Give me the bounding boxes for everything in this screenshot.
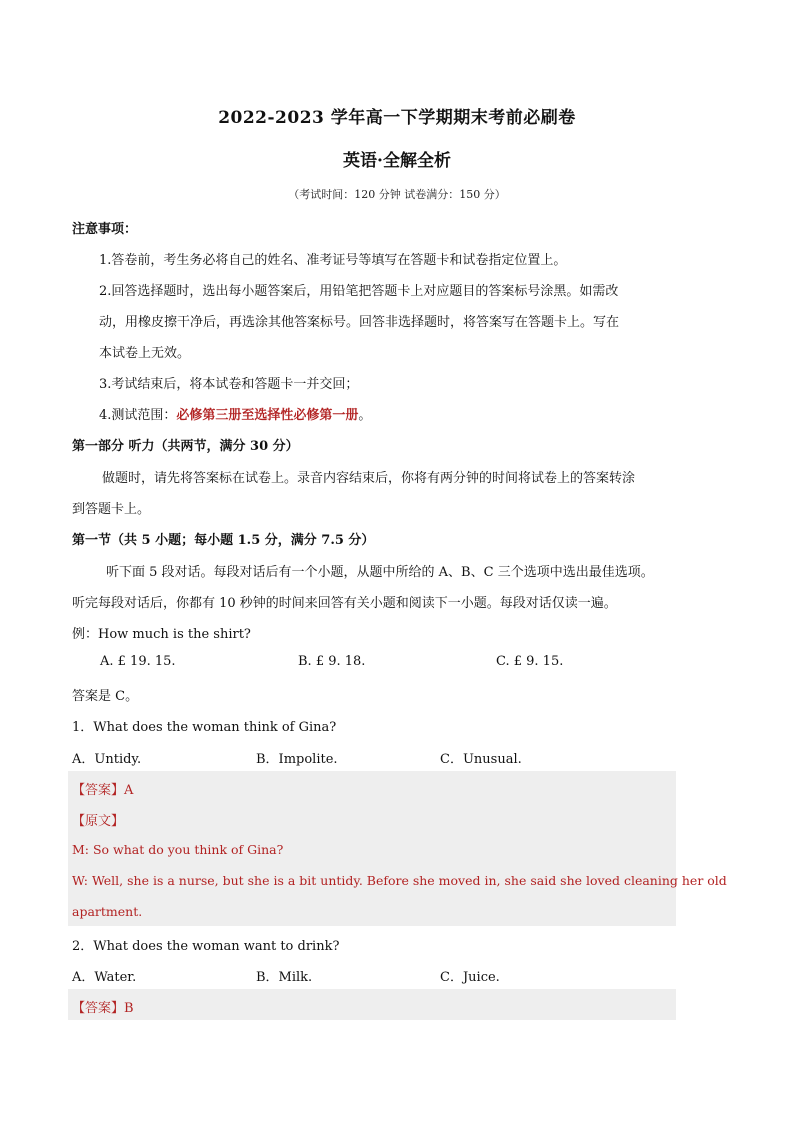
section1-heading: 第一节（共 5 小题；每小题 1.5 分，满分 7.5 分）	[72, 533, 375, 548]
section1-intro-line-1: 听下面 5 段对话。每段对话后有一个小题，从题中所给的 A、B、C 三个选项中选出最佳选项。	[106, 565, 654, 580]
notice-item-2-line-2: 动，用橡皮擦干净后，再选涂其他答案标号。回答非选择题时，将答案写在答题卡上。写在	[99, 315, 620, 330]
notice-item-4	[99, 404, 371, 423]
notice-item-2-line-1: 2.回答选择题时，选出每小题答案后，用铅笔把答题卡上对应题目的答案标号涂黑。如需改	[99, 284, 619, 299]
section1-intro-line-2: 听完每段对话后，你都有 10 秒钟的时间来回答有关小题和阅读下一小题。每段对话仅读一遍。	[72, 596, 617, 611]
example-question: 例：How much is the shirt?	[72, 627, 251, 642]
q1-option-b: B．Impolite.	[256, 752, 338, 767]
q2-answer-block	[68, 989, 676, 1020]
q1-option-c: C．Unusual.	[440, 752, 522, 767]
part1-heading: 第一部分 听力（共两节，满分 30 分）	[72, 439, 299, 454]
notice-item-4-suffix: 。	[358, 408, 372, 423]
example-option-c: C. £ 9. 15.	[496, 654, 564, 669]
notice-heading: 注意事项：	[72, 222, 138, 237]
q2-option-b: B．Milk.	[256, 970, 313, 985]
q1-question: 1．What does the woman think of Gina?	[72, 720, 337, 735]
q1-transcript-line-1: M: So what do you think of Gina?	[72, 842, 284, 857]
example-answer: 答案是 C。	[72, 689, 139, 704]
q2-option-a: A．Water.	[72, 970, 137, 985]
q1-option-a: A．Untidy.	[72, 752, 142, 767]
q2-option-c: C．Juice.	[440, 970, 500, 985]
example-option-b: B. £ 9. 18.	[298, 654, 366, 669]
q2-question: 2．What does the woman want to drink?	[72, 939, 340, 954]
notice-item-2-line-3: 本试卷上无效。	[99, 346, 191, 361]
part1-intro-line-2: 到答题卡上。	[72, 502, 151, 517]
q1-transcript-line-3: apartment.	[72, 904, 143, 919]
notice-item-1: 1.答卷前，考生务必将自己的姓名、准考证号等填写在答题卡和试卷指定位置上。	[99, 253, 567, 268]
example-option-a: A. £ 19. 15.	[100, 654, 176, 669]
q1-transcript-label: 【原文】	[72, 814, 125, 829]
q1-answer: 【答案】A	[72, 783, 134, 798]
document-title: 2022-2023 学年高一下学期期末考前必刷卷	[218, 108, 576, 128]
test-scope: 必修第三册至选择性必修第一册	[176, 408, 359, 423]
q1-transcript-line-2: W: Well, she is a nurse, but she is a bit untidy. Before she moved in, she said she loved cleaning her old	[72, 873, 727, 888]
q2-answer: 【答案】B	[72, 1001, 134, 1016]
notice-item-3: 3.考试结束后，将本试卷和答题卡一并交回；	[99, 377, 359, 392]
document-subtitle: 英语·全解全析	[343, 151, 451, 171]
part1-intro-line-1: 做题时，请先将答案标在试卷上。录音内容结束后，你将有两分钟的时间将试卷上的答案转涂	[102, 471, 636, 486]
notice-item-4-prefix: 4.测试范围：	[99, 408, 177, 423]
exam-info: （考试时间：120 分钟 试卷满分：150 分）	[288, 188, 506, 201]
